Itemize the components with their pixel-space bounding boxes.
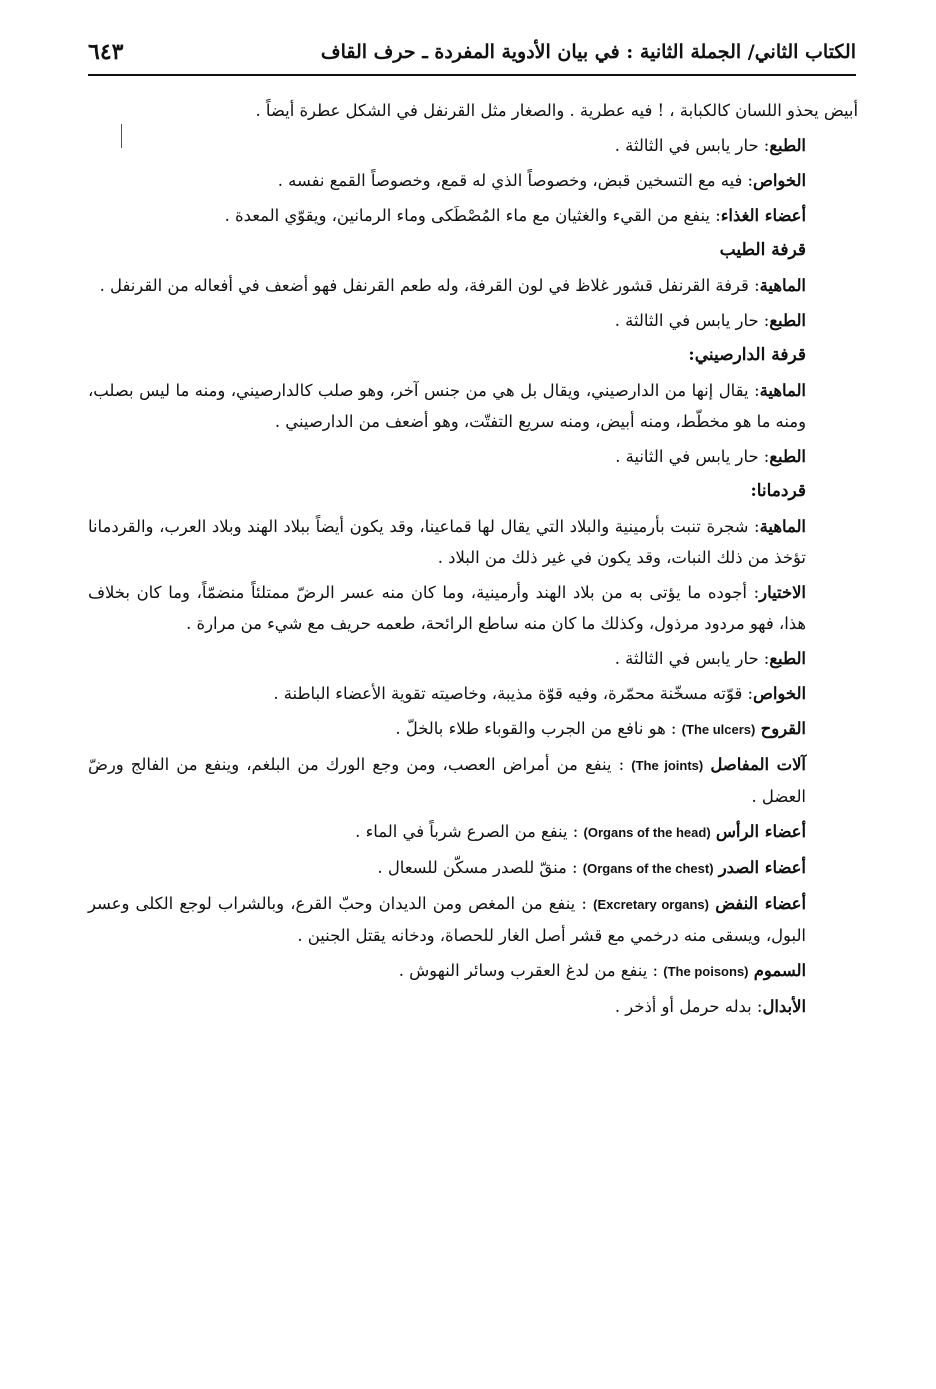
entry-text: : ينفع من لدغ العقرب وسائر النهوش .	[398, 961, 659, 980]
running-header-title: الكتاب الثاني/ الجملة الثانية : في بيان الأدوية المفردة ـ حرف القاف	[320, 41, 856, 63]
entry-nature	[88, 305, 858, 336]
entry-properties	[88, 678, 858, 709]
entry-label: آلات المفاصل	[710, 755, 806, 774]
entry-label: الاختيار	[759, 583, 806, 602]
entry-label: السموم	[753, 961, 806, 980]
entry-poisons	[88, 955, 858, 987]
entry-label: القروح	[760, 719, 806, 738]
entry-nature	[88, 130, 858, 161]
entry-substitutes	[88, 991, 858, 1022]
entry-text: : منقّ للصدر مسكّن للسعال .	[377, 858, 578, 877]
entry-properties	[88, 165, 858, 196]
entry-nature	[88, 643, 858, 674]
entry-label: الطبع	[769, 311, 806, 330]
entry-quiddity	[88, 270, 858, 301]
entry-text: : ينفع من المغص ومن الديدان وحبّ القرع، وبالشراب لوجع الكلى وعسر البول، ويسقى منه درخمي مع قشر أصل الغار للحصاة، ودخانه يقتل الجنين .	[88, 894, 806, 945]
entry-head-organs	[88, 816, 858, 848]
entry-label: أعضاء النفض	[715, 894, 806, 913]
entry-quiddity	[88, 375, 858, 437]
entry-label: الخواص	[753, 684, 806, 703]
running-header	[88, 30, 856, 76]
entry-joints	[88, 749, 858, 812]
paragraph-text: أبيض يحذو اللسان كالكبابة ، ! فيه عطرية . والصغار مثل القرنفل في الشكل عطرة أيضاً .	[255, 101, 858, 120]
entry-text: : حار يابس في الثالثة .	[614, 311, 770, 330]
entry-label: الطبع	[769, 649, 806, 668]
entry-ulcers	[88, 713, 858, 745]
page-body	[88, 95, 858, 1026]
entry-label: الطبع	[769, 447, 806, 466]
entry-label: الماهية	[759, 517, 806, 536]
entry-english-gloss: (The poisons)	[663, 964, 749, 979]
entry-text: : ينفع من أمراض العصب، ومن وجع الورك من البلغم، وينفع من الفالج ورضّ العضل .	[88, 755, 806, 806]
entry-label: الخواص	[753, 171, 806, 190]
entry-text: : شجرة تنبت بأرمينية والبلاد التي يقال لها قماعينا، وقد يكون أيضاً ببلاد الهند وبلاد العرب، والقردمانا تؤخذ من ذلك النبات، وقد يكون في غير ذلك من البلاد .	[88, 517, 806, 567]
entry-label: أعضاء الصدر	[718, 858, 806, 877]
entry-english-gloss: (Excretary organs)	[593, 897, 710, 912]
entry-text: : ينفع من الصرع شرباً في الماء .	[355, 822, 579, 841]
entry-nature	[88, 441, 858, 472]
entry-text: : هو نافع من الجرب والقوباء طلاء بالخلّ .	[395, 719, 677, 738]
section-heading: قرفة الدارصيني:	[688, 345, 806, 365]
entry-english-gloss: (Organs of the head)	[583, 825, 711, 840]
entry-label: أعضاء الغذاء	[720, 206, 806, 225]
entry-label: الأبدال	[762, 997, 806, 1016]
entry-text: : يقال إنها من الدارصيني، ويقال بل هي من جنس آخر، وهو صلب كالدارصيني، ومنه ما ليس بصلب، ومنه ما هو مخطّط، ومنه أبيض، ومنه سريع التفتّت، وهو أضعف من الدارصيني .	[88, 381, 806, 431]
entry-label: أعضاء الرأس	[715, 822, 806, 841]
section-heading: قردمانا:	[750, 481, 806, 501]
entry-selection	[88, 577, 858, 639]
entry-label: الطبع	[769, 136, 806, 155]
entry-english-gloss: (The ulcers)	[681, 722, 756, 737]
entry-label: الماهية	[759, 276, 806, 295]
entry-label: الماهية	[759, 381, 806, 400]
entry-text: : فيه مع التسخين قبض، وخصوصاً الذي له قمع، وخصوصاً القمع نفسه .	[277, 171, 754, 190]
entry-quiddity	[88, 511, 858, 573]
entry-excretory-organs	[88, 888, 858, 951]
entry-text: : حار يابس في الثانية .	[615, 447, 770, 466]
entry-text: : أجوده ما يؤتى به من بلاد الهند وأرمينية، وما كان منه عسر الرضّ ممتلئاً منضمّاً، وما كان بخلاف هذا، فهو مردود مرذول، وكذلك ما كان منه ساطع الرائحة، طعمه حريف مع شيء من مرارة .	[88, 583, 806, 633]
entry-text: : قرفة القرنفل قشور غلاظ في لون القرفة، وله طعم القرنفل فهو أضعف في أفعاله من القرنفل .	[99, 276, 760, 295]
page-number: ٦٤٣	[88, 39, 124, 65]
paragraph-continuation	[88, 95, 858, 126]
entry-text: : حار يابس في الثالثة .	[614, 136, 770, 155]
entry-english-gloss: (The joints)	[631, 758, 704, 773]
entry-english-gloss: (Organs of the chest)	[582, 861, 714, 876]
entry-text: : قوّته مسخّنة محمّرة، وفيه قوّة مذيبة، وخاصيته تقوية الأعضاء الباطنة .	[273, 684, 754, 703]
entry-digestive-organs	[88, 200, 858, 231]
entry-text: : ينفع من القيء والغثيان مع ماء المُصْطَكى وماء الرمانين، ويقوّي المعدة .	[224, 206, 721, 225]
entry-text: : حار يابس في الثالثة .	[614, 649, 770, 668]
section-heading: قرفة الطيب	[719, 240, 806, 260]
entry-text: : بدله حرمل أو أذخر .	[614, 997, 763, 1016]
entry-chest-organs	[88, 852, 858, 884]
